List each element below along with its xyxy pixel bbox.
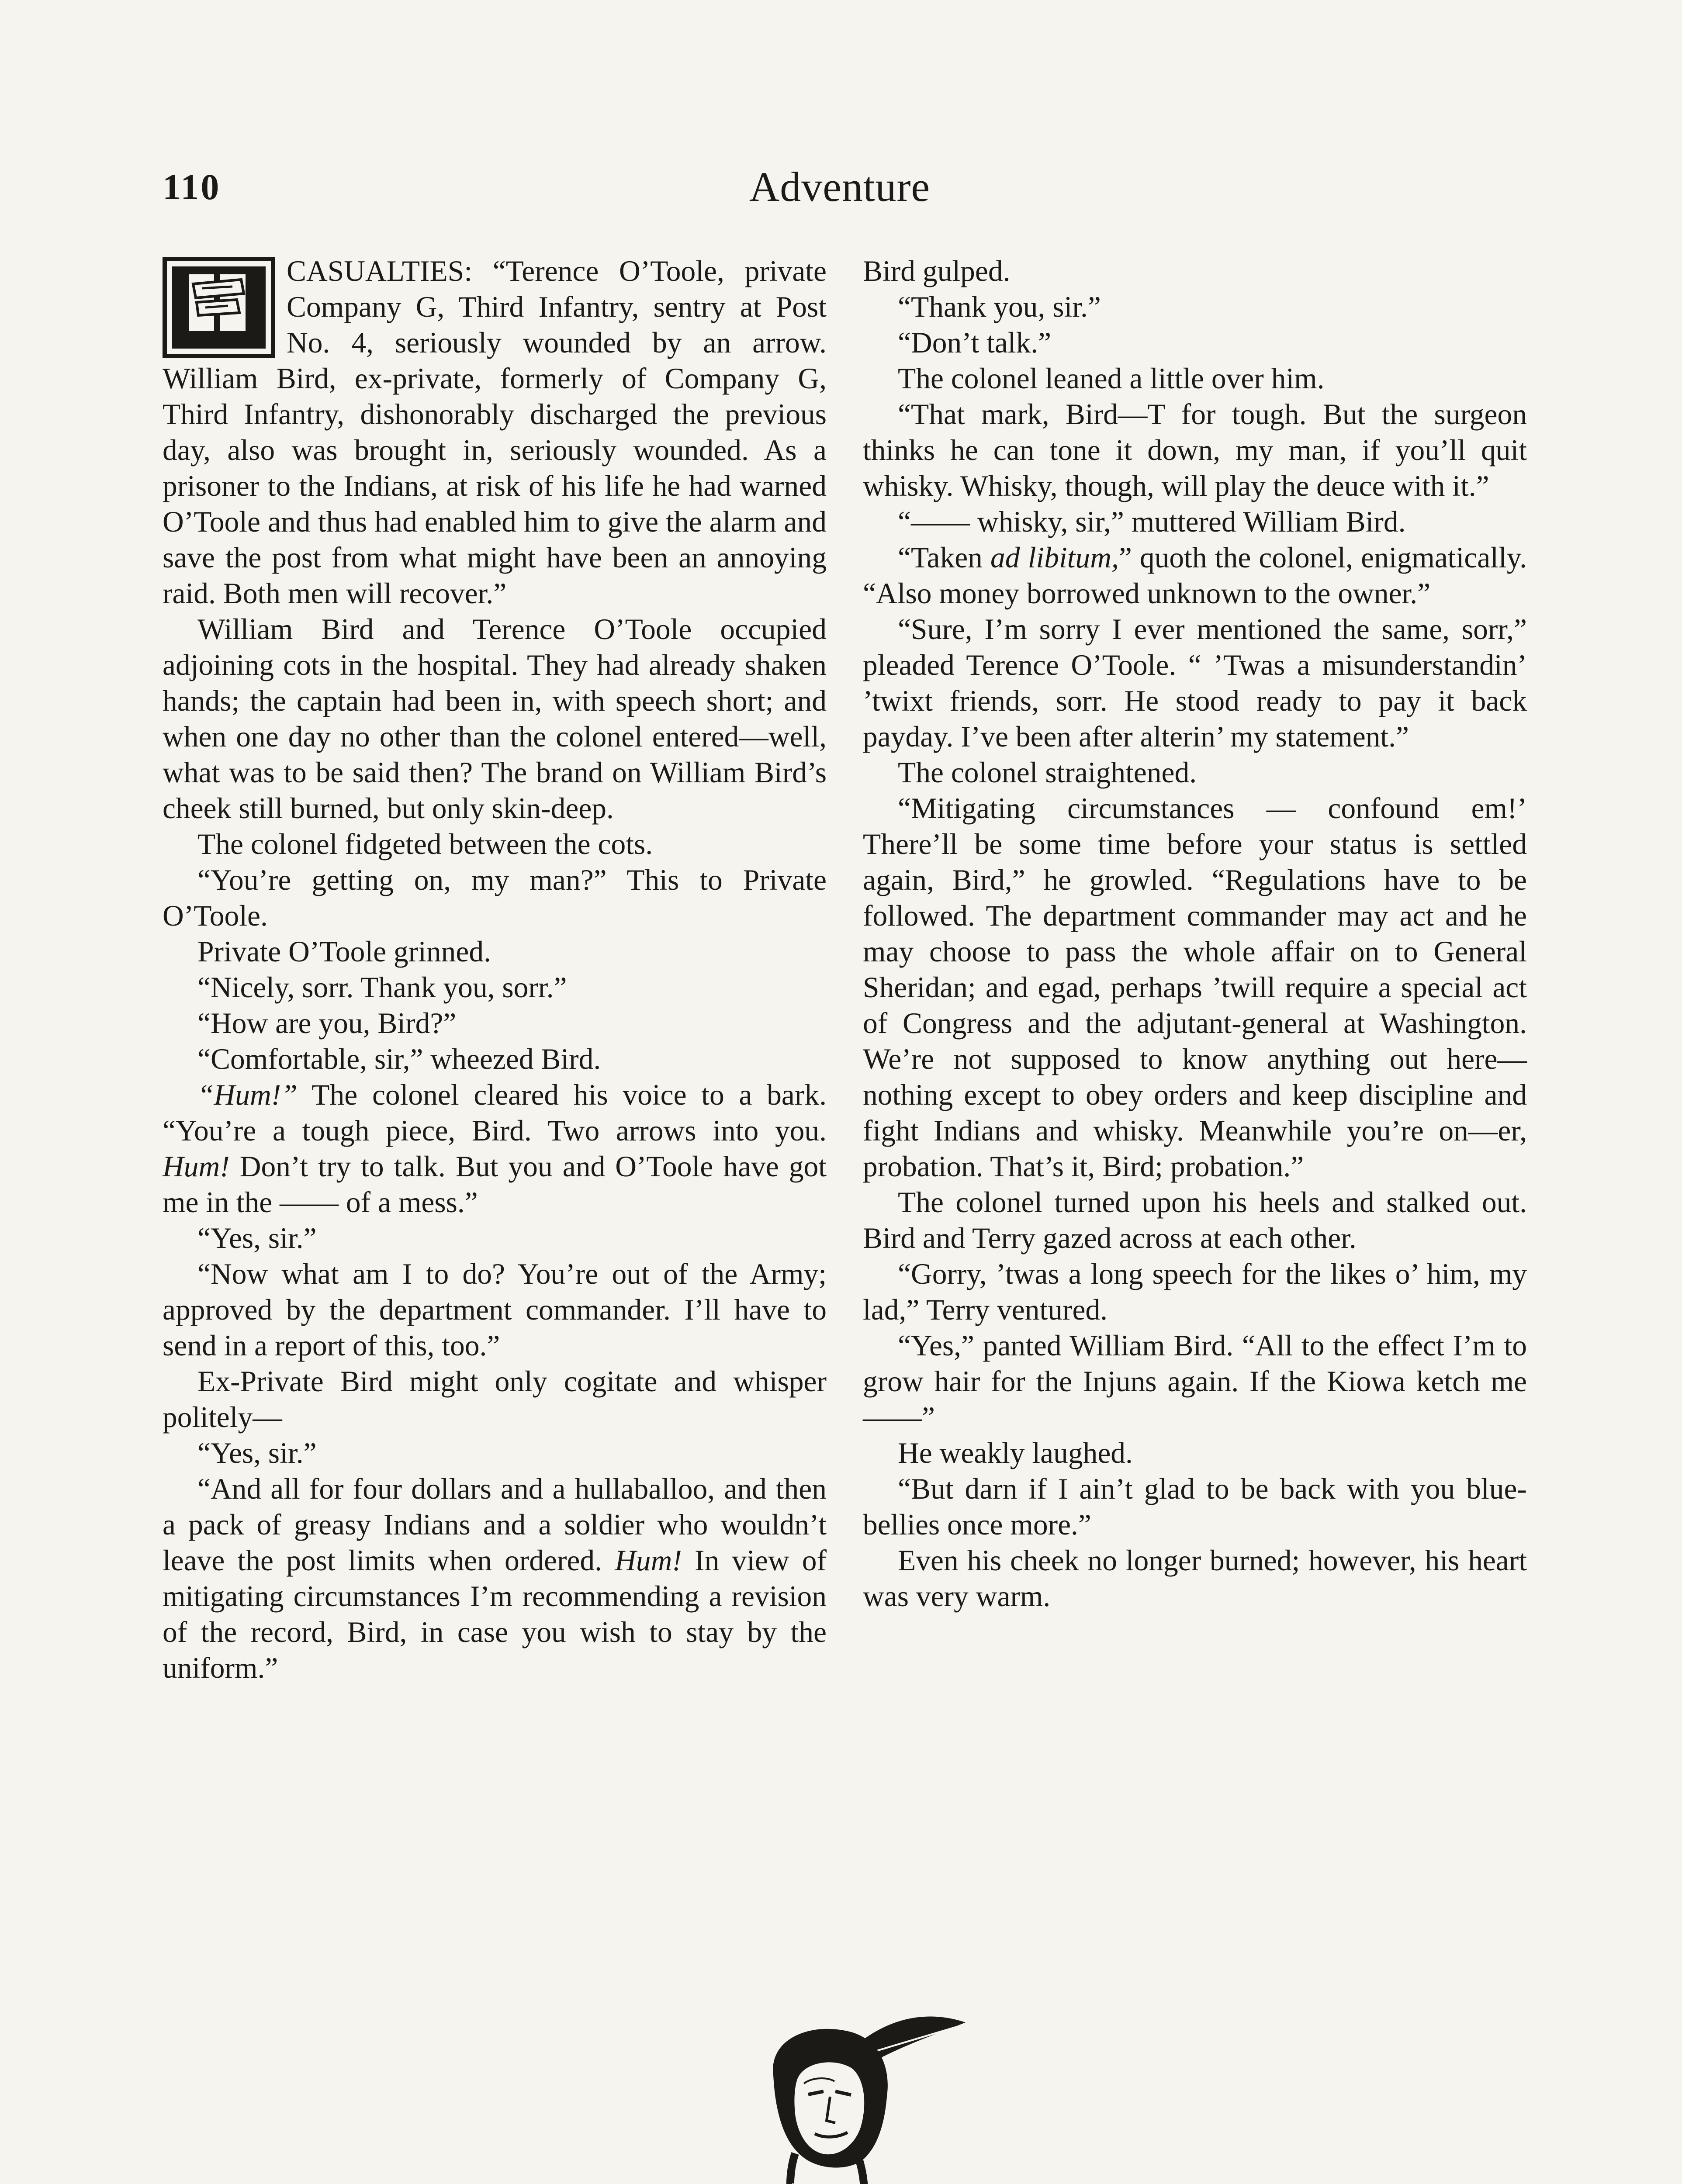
emphasis-text: “Hum!” xyxy=(197,1078,298,1111)
page-header xyxy=(163,163,1517,214)
text-run: Don’t try to talk. But you and O’Toole have got me in the —— of a mess.” xyxy=(163,1150,827,1219)
text-paragraph: Even his cheek no longer burned; however, his heart was very warm. xyxy=(863,1544,1527,1613)
text-paragraph: He weakly laughed. xyxy=(898,1437,1133,1469)
text-paragraph: “Mitigating circumstances — confound em!’ There’ll be some time before your status is settled again, Bird,” he growled. “Regulations have to be followed. The department commander may act and he may choose to pass the whole affair on to General Sheridan; and egad, perhaps ’twill require a special act of Congress and the adjutant-general at Washington. We’re not supposed to know anything out here—nothing except to obey orders and keep discipline and fight Indians and whisky. Meanwhile you’re on—er, probation. That’s it, Bird; probation.” xyxy=(863,792,1527,1183)
text-paragraph: The colonel fidgeted between the cots. xyxy=(197,828,653,860)
emphasis-text: ad libitum, xyxy=(990,541,1119,574)
text-paragraph: “—— whisky, sir,” muttered William Bird. xyxy=(898,505,1406,538)
left-column xyxy=(163,253,827,1686)
text-paragraph: The colonel leaned a little over him. xyxy=(898,362,1325,395)
text-paragraph: The colonel straightened. xyxy=(898,756,1197,789)
text-paragraph: “Gorry, ’twas a long speech for the likes o’ him, my lad,” Terry ventured. xyxy=(863,1258,1527,1326)
page-number: 110 xyxy=(163,167,221,207)
text-paragraph: “Don’t talk.” xyxy=(898,326,1052,359)
casualties-paragraph: CASUALTIES: “Terence O’Toole, private Company G, Third Infantry, sentry at Post No. 4, seriously wounded by an arrow. William Bird, ex-private, formerly of Company G, Third Infantry, dishonorably discharged the previous day, also was brought in, seriously wounded. As a prisoner to the Indians, at risk of his life he had warned O’Toole and thus had enabled him to give the alarm and save the post from what might have been an annoying raid. Both men will recover.” xyxy=(163,255,827,610)
text-paragraph: “Yes,” panted William Bird. “All to the effect I’m to grow hair for the Injuns again. If the Kiowa ketch me——” xyxy=(863,1329,1527,1434)
text-paragraph: “Nicely, sorr. Thank you, sorr.” xyxy=(197,971,567,1004)
text-run: “Taken xyxy=(898,541,991,574)
text-paragraph xyxy=(863,540,1527,612)
text-paragraph: Private O’Toole grinned. xyxy=(197,935,491,968)
text-paragraph: Ex-Private Bird might only cogitate and whisper politely— xyxy=(163,1365,827,1434)
indian-head-vignette-icon xyxy=(721,1992,983,2184)
text-paragraph: “How are you, Bird?” xyxy=(197,1007,457,1040)
text-paragraph: “You’re getting on, my man?” This to Private O’Toole. xyxy=(163,864,827,932)
text-run: ” quoth the colonel, enigmatically. “Also money borrowed unknown to the owner.” xyxy=(863,541,1527,610)
text-run: “And all for four dollars and a hullaballoo, and then a pack of greasy Indians and a soldier who wouldn’t leave the post limits when ordered. xyxy=(163,1472,827,1577)
text-paragraph xyxy=(163,1077,827,1220)
emphasis-text: Hum! xyxy=(163,1150,230,1183)
sign-post-drop-cap-icon xyxy=(163,257,275,358)
page-title: Adventure xyxy=(749,163,931,210)
text-paragraph: William Bird and Terence O’Toole occupied adjoining cots in the hospital. They had already shaken hands; the captain had been in, with speech short; and when one day no other than the colonel entered—well, what was to be said then? The brand on William Bird’s cheek still burned, but only skin-deep. xyxy=(163,613,827,825)
text-paragraph: The colonel turned upon his heels and stalked out. Bird and Terry gazed across at each other. xyxy=(863,1186,1527,1254)
text-paragraph: “Sure, I’m sorry I ever mentioned the same, sorr,” pleaded Terence O’Toole. “ ’Twas a misunderstandin’ ’twixt friends, sorr. He stood ready to pay it back payday. I’ve been after alterin’ my statement.” xyxy=(863,613,1527,753)
text-paragraph xyxy=(163,1471,827,1686)
emphasis-text: Hum! xyxy=(615,1544,682,1577)
text-paragraph: “Thank you, sir.” xyxy=(898,290,1101,323)
text-paragraph: “Now what am I to do? You’re out of the Army; approved by the department commander. I’ll have to send in a report of this, too.” xyxy=(163,1258,827,1362)
text-paragraph: “Yes, sir.” xyxy=(197,1437,317,1469)
text-run: The colonel cleared his voice to a bark. “You’re a tough piece, Bird. Two arrows into you. xyxy=(163,1078,827,1147)
text-paragraph: “But darn if I ain’t glad to be back with you blue-bellies once more.” xyxy=(863,1472,1527,1541)
text-run: In view of mitigating circumstances I’m recommending a revision of the record, Bird, in case you wish to stay by the uniform.” xyxy=(163,1544,827,1684)
text-paragraph: “Yes, sir.” xyxy=(197,1222,317,1254)
right-column xyxy=(863,253,1527,1614)
text-paragraph: Bird gulped. xyxy=(863,255,1011,287)
text-paragraph: “That mark, Bird—T for tough. But the surgeon thinks he can tone it down, my man, if you’ll quit whisky. Whisky, though, will play the deuce with it.” xyxy=(863,398,1527,502)
text-paragraph: “Comfortable, sir,” wheezed Bird. xyxy=(197,1043,601,1075)
